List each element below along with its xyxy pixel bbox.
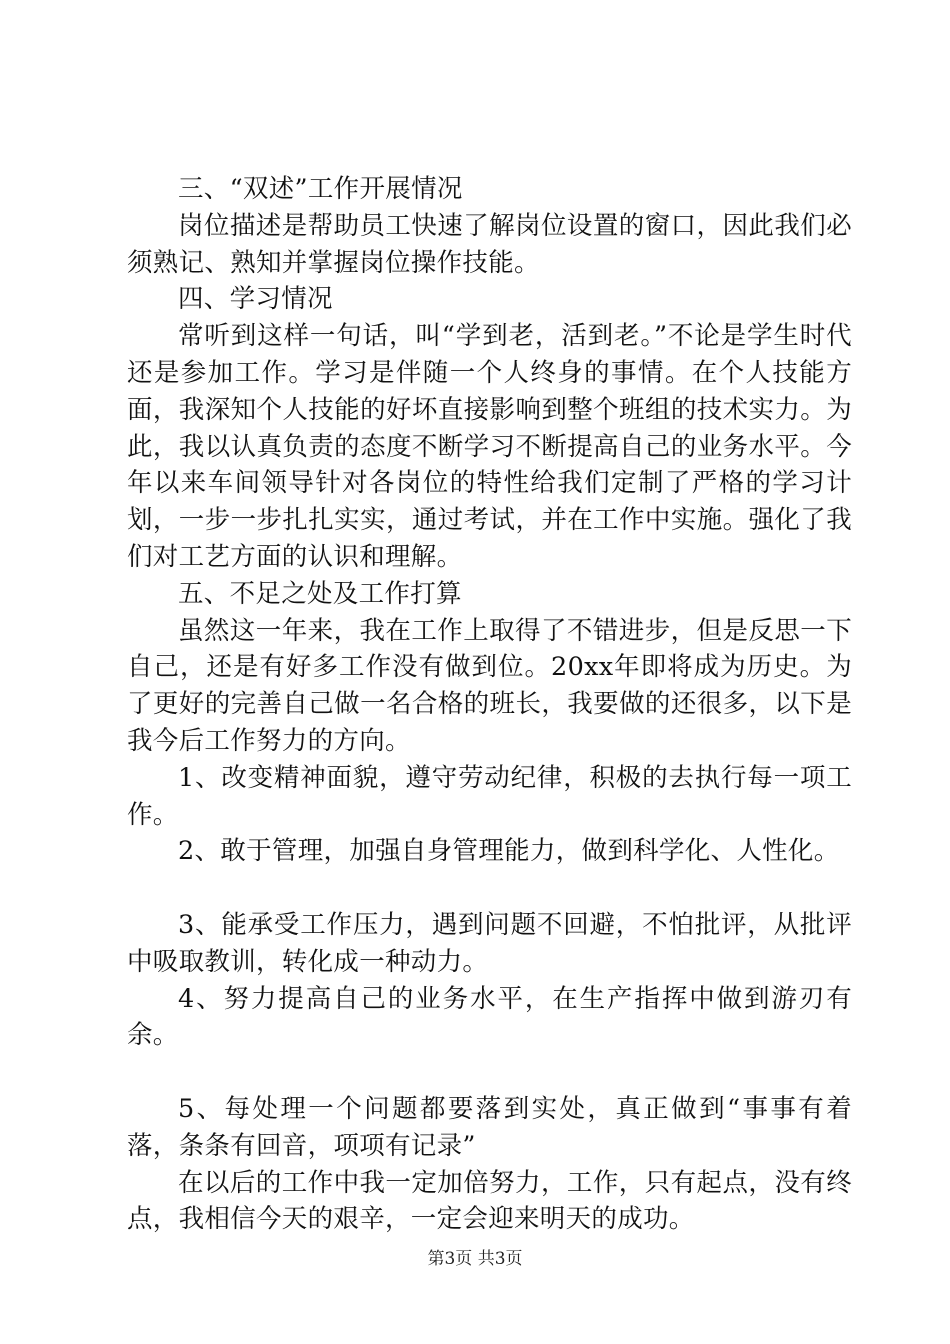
document-body <box>127 171 852 1238</box>
paragraph-closing: 在以后的工作中我一定加倍努力，工作，只有起点，没有终点，我相信今天的艰辛，一定会迎来明天的成功。 <box>127 1167 852 1235</box>
list-item-1: 1、改变精神面貌，遵守劳动纪律，积极的去执行每一项工作。 <box>127 762 852 830</box>
list-item-2: 2、敢于管理，加强自身管理能力，做到科学化、人性化。 <box>178 836 840 867</box>
blank-line <box>127 870 852 907</box>
page-number-footer: 第3页 共3页 <box>427 1249 523 1269</box>
list-item-3: 3、能承受工作压力，遇到问题不回避，不怕批评，从批评中吸取教训，转化成一种动力。 <box>127 909 852 977</box>
paragraph-job-description: 岗位描述是帮助员工快速了解岗位设置的窗口，因此我们必须熟记、熟知并掌握岗位操作技能。 <box>127 210 852 278</box>
section-heading-shortcomings: 五、不足之处及工作打算 <box>178 578 462 609</box>
list-item-5: 5、每处理一个问题都要落到实处，真正做到“事事有着落，条条有回音，项项有记录” <box>127 1093 852 1161</box>
blank-line <box>127 1054 852 1091</box>
paragraph-study: 常听到这样一句话，叫“学到老，活到老。”不论是学生时代还是参加工作。学习是伴随一个人终身的事情。在个人技能方面，我深知个人技能的好坏直接影响到整个班组的技术实力。为此，我以认真负责的态度不断学习不断提高自己的业务水平。今年以来车间领导针对各岗位的特性给我们定制了严格的学习计划，一步一步扎扎实实，通过考试，并在工作中实施。强化了我们对工艺方面的认识和理解。 <box>127 321 852 572</box>
section-heading-shuangshu: 三、“双述”工作开展情况 <box>178 174 463 204</box>
section-heading-study: 四、学习情况 <box>178 284 333 315</box>
paragraph-shortcomings: 虽然这一年来，我在工作上取得了不错进步，但是反思一下自己，还是有好多工作没有做到位。20xx年即将成为历史。为了更好的完善自己做一名合格的班长，我要做的还很多，以下是我今后工作努力的方向。 <box>127 615 852 756</box>
list-item-4: 4、努力提高自己的业务水平，在生产指挥中做到游刃有余。 <box>127 983 852 1051</box>
